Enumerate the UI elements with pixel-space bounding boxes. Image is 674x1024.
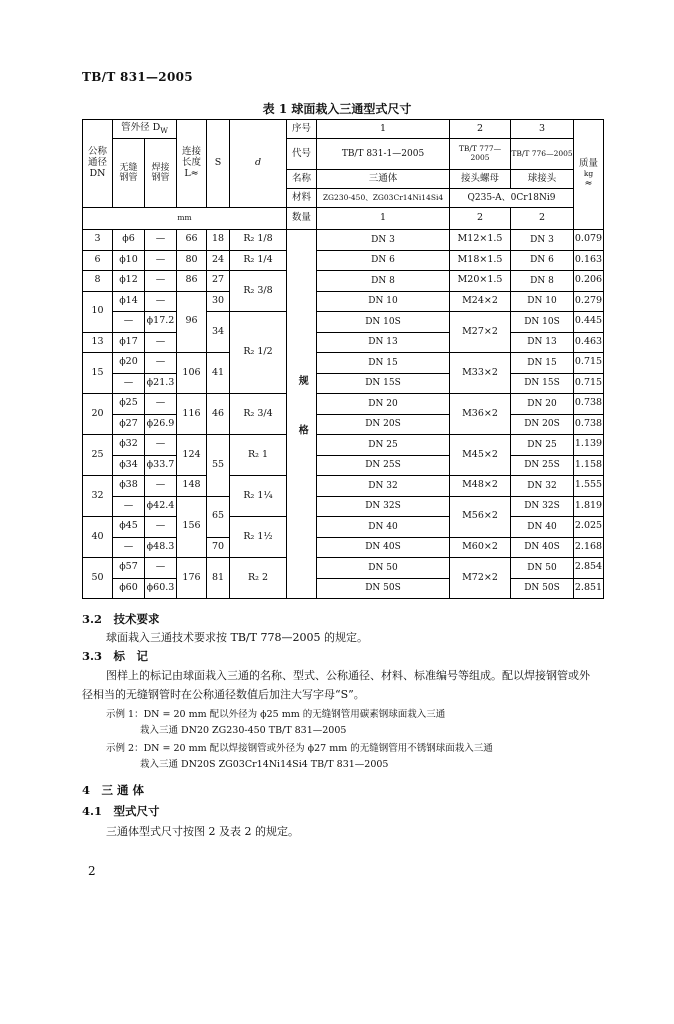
cell-p1: DN 15 <box>317 353 450 374</box>
section-3-3-body-line2: 径相当的无缝钢管时在公称通径数值后加注大写字母“S”。 <box>82 688 365 701</box>
cell-p3: DN 20 <box>511 394 574 415</box>
table-row <box>83 291 604 312</box>
example-2-marking: 栽入三通 DN20S ZG03Cr14Ni14Si4 TB/T 831—2005 <box>140 759 389 770</box>
table-row <box>83 558 604 579</box>
cell-p2: M24×2 <box>450 291 511 312</box>
hdr-s: S <box>207 120 230 208</box>
cell-d: R₂ 2 <box>230 558 287 599</box>
cell-p1: DN 8 <box>317 271 450 292</box>
cell-wld: ϕ21.3 <box>145 373 177 394</box>
cell-p3: DN 32S <box>511 496 574 517</box>
cell-sml: ϕ12 <box>113 271 145 292</box>
cell-p2: M20×1.5 <box>450 271 511 292</box>
cell-l: 156 <box>177 496 207 558</box>
cell-wld: — <box>145 353 177 374</box>
cell-m: 2.168 <box>574 537 604 558</box>
table-row <box>83 537 604 558</box>
mat-1: ZG230-450、ZG03Cr14Ni14Si4 <box>317 189 450 208</box>
cell-wld: ϕ48.3 <box>145 537 177 558</box>
hdr-mat: 材料 <box>287 189 317 208</box>
table-row <box>83 373 604 394</box>
cell-d: R₂ 1/8 <box>230 230 287 251</box>
cell-p3: DN 3 <box>511 230 574 251</box>
cell-m: 0.206 <box>574 271 604 292</box>
qty-3: 2 <box>511 208 574 230</box>
cell-m: 1.555 <box>574 476 604 497</box>
cell-m: 1.819 <box>574 496 604 517</box>
cell-l: 176 <box>177 558 207 599</box>
cell-m: 2.851 <box>574 578 604 599</box>
cell-p1: DN 25S <box>317 455 450 476</box>
seq-2: 2 <box>450 120 511 139</box>
cell-s: 81 <box>207 558 230 599</box>
seq-3: 3 <box>511 120 574 139</box>
hdr-seamless: 无缝钢管 <box>113 139 145 208</box>
hdr-code: 代号 <box>287 139 317 170</box>
cell-sml: ϕ57 <box>113 558 145 579</box>
code-2: TB/T 777—2005 <box>450 139 511 170</box>
cell-sml: — <box>113 312 145 333</box>
cell-sml: ϕ20 <box>113 353 145 374</box>
cell-wld: — <box>145 332 177 353</box>
cell-p3: DN 8 <box>511 271 574 292</box>
cell-p2: M72×2 <box>450 558 511 599</box>
cell-l: 80 <box>177 250 207 271</box>
cell-p1: DN 50S <box>317 578 450 599</box>
cell-wld: — <box>145 271 177 292</box>
example-1-marking: 栽入三通 DN20 ZG230-450 TB/T 831—2005 <box>140 725 347 736</box>
cell-dn: 25 <box>83 435 113 476</box>
cell-p2: M12×1.5 <box>450 230 511 251</box>
table-row <box>83 435 604 456</box>
cell-sml: — <box>113 537 145 558</box>
table-row <box>83 332 604 353</box>
cell-l: 96 <box>177 291 207 353</box>
cell-p2: M60×2 <box>450 537 511 558</box>
page-number: 2 <box>88 864 96 878</box>
cell-m: 0.445 <box>574 312 604 333</box>
cell-wld: — <box>145 291 177 312</box>
cell-m: 0.715 <box>574 373 604 394</box>
hdr-name: 名称 <box>287 170 317 189</box>
section-3-3-heading: 3.3 标 记 <box>82 649 149 663</box>
cell-p1: DN 25 <box>317 435 450 456</box>
cell-l: 106 <box>177 353 207 394</box>
cell-p3: DN 40S <box>511 537 574 558</box>
cell-m: 0.738 <box>574 414 604 435</box>
cell-p3: DN 25S <box>511 455 574 476</box>
table-row <box>83 476 604 497</box>
cell-wld: — <box>145 476 177 497</box>
cell-s: 65 <box>207 496 230 537</box>
cell-m: 0.163 <box>574 250 604 271</box>
cell-p3: DN 50S <box>511 578 574 599</box>
cell-wld: — <box>145 394 177 415</box>
mat-2-3: Q235-A、0Cr18Ni9 <box>450 189 574 208</box>
cell-sml: ϕ17 <box>113 332 145 353</box>
spec-label: 规 格 <box>287 230 317 599</box>
cell-s: 41 <box>207 353 230 394</box>
name-2: 接头螺母 <box>450 170 511 189</box>
cell-p3: DN 32 <box>511 476 574 497</box>
document-header: TB/T 831—2005 <box>82 70 193 84</box>
cell-p2: M48×2 <box>450 476 511 497</box>
cell-p1: DN 32S <box>317 496 450 517</box>
cell-wld: ϕ33.7 <box>145 455 177 476</box>
cell-l: 86 <box>177 271 207 292</box>
cell-p1: DN 3 <box>317 230 450 251</box>
cell-m: 0.738 <box>574 394 604 415</box>
cell-s: 70 <box>207 537 230 558</box>
cell-p1: DN 50 <box>317 558 450 579</box>
table-row <box>83 230 604 251</box>
table-row <box>83 578 604 599</box>
cell-p1: DN 15S <box>317 373 450 394</box>
cell-s: 18 <box>207 230 230 251</box>
cell-m: 1.139 <box>574 435 604 456</box>
cell-wld: — <box>145 230 177 251</box>
cell-p3: DN 10S <box>511 312 574 333</box>
cell-dn: 40 <box>83 517 113 558</box>
cell-p1: DN 13 <box>317 332 450 353</box>
hdr-dn: 公称通径DN <box>83 120 113 208</box>
table-row <box>83 250 604 271</box>
table-row <box>83 312 604 333</box>
cell-p2: M45×2 <box>450 435 511 476</box>
cell-l: 124 <box>177 435 207 476</box>
cell-m: 2.854 <box>574 558 604 579</box>
cell-sml: ϕ25 <box>113 394 145 415</box>
cell-d: R₂ 1/2 <box>230 312 287 394</box>
qty-1: 1 <box>317 208 450 230</box>
table-title: 表 1 球面栽入三通型式尺寸 <box>262 102 412 116</box>
cell-p1: DN 20 <box>317 394 450 415</box>
cell-p1: DN 32 <box>317 476 450 497</box>
cell-l: 66 <box>177 230 207 251</box>
cell-l: 148 <box>177 476 207 497</box>
cell-p2: M27×2 <box>450 312 511 353</box>
cell-sml: — <box>113 496 145 517</box>
cell-p3: DN 15S <box>511 373 574 394</box>
cell-m: 0.079 <box>574 230 604 251</box>
example-1: 示例 1：DN = 20 mm 配以外径为 ϕ25 mm 的无缝钢管用碳素钢球面栽入三通 <box>106 709 446 720</box>
table-row <box>83 496 604 517</box>
cell-sml: — <box>113 373 145 394</box>
hdr-len: 连接长度L≈ <box>177 120 207 208</box>
hdr-unit-mm: mm <box>83 208 287 230</box>
cell-dn: 20 <box>83 394 113 435</box>
cell-d: R₂ 1½ <box>230 517 287 558</box>
hdr-qty: 数量 <box>287 208 317 230</box>
table-row <box>83 455 604 476</box>
cell-wld: ϕ42.4 <box>145 496 177 517</box>
section-3-3-body-line1: 图样上的标记由球面栽入三通的名称、型式、公称通径、材料、标准编号等组成。配以焊接钢管或外 <box>106 669 590 682</box>
cell-m: 0.279 <box>574 291 604 312</box>
cell-s: 55 <box>207 435 230 497</box>
cell-dn: 13 <box>83 332 113 353</box>
example-2: 示例 2：DN = 20 mm 配以焊接钢管或外径为 ϕ27 mm 的无缝钢管用不锈钢球面栽入三通 <box>106 743 493 754</box>
section-3-2-heading: 3.2 技术要求 <box>82 612 160 626</box>
cell-p3: DN 50 <box>511 558 574 579</box>
table-row <box>83 271 604 292</box>
cell-m: 0.463 <box>574 332 604 353</box>
cell-sml: ϕ6 <box>113 230 145 251</box>
cell-dn: 50 <box>83 558 113 599</box>
cell-p1: DN 6 <box>317 250 450 271</box>
hdr-d: d <box>230 120 287 208</box>
cell-p3: DN 10 <box>511 291 574 312</box>
cell-s: 34 <box>207 312 230 353</box>
cell-sml: ϕ27 <box>113 414 145 435</box>
cell-d: R₂ 1/4 <box>230 250 287 271</box>
cell-p2: M33×2 <box>450 353 511 394</box>
cell-p3: DN 6 <box>511 250 574 271</box>
cell-p3: DN 25 <box>511 435 574 456</box>
cell-s: 46 <box>207 394 230 435</box>
cell-wld: — <box>145 435 177 456</box>
section-3-2-body: 球面栽入三通技术要求按 TB/T 778—2005 的规定。 <box>106 631 368 644</box>
table-row <box>83 353 604 374</box>
table-row <box>83 394 604 415</box>
table-row <box>83 517 604 538</box>
cell-wld: ϕ26.9 <box>145 414 177 435</box>
cell-wld: ϕ17.2 <box>145 312 177 333</box>
cell-sml: ϕ34 <box>113 455 145 476</box>
section-4-heading: 4 三 通 体 <box>82 783 145 797</box>
cell-p3: DN 20S <box>511 414 574 435</box>
hdr-welded: 焊接钢管 <box>145 139 177 208</box>
cell-s: 30 <box>207 291 230 312</box>
cell-p1: DN 10 <box>317 291 450 312</box>
section-4-1-heading: 4.1 型式尺寸 <box>82 804 160 818</box>
cell-sml: ϕ14 <box>113 291 145 312</box>
cell-d: R₂ 3/4 <box>230 394 287 435</box>
cell-l: 116 <box>177 394 207 435</box>
cell-m: 2.025 <box>574 517 604 538</box>
cell-p3: DN 15 <box>511 353 574 374</box>
cell-p3: DN 13 <box>511 332 574 353</box>
cell-dn: 3 <box>83 230 113 251</box>
code-3: TB/T 776—2005 <box>511 139 574 170</box>
cell-dn: 8 <box>83 271 113 292</box>
cell-sml: ϕ32 <box>113 435 145 456</box>
cell-wld: ϕ60.3 <box>145 578 177 599</box>
cell-d: R₂ 1¼ <box>230 476 287 517</box>
hdr-mass: 质量 kg ≈ <box>574 120 604 230</box>
cell-p1: DN 40S <box>317 537 450 558</box>
cell-dn: 15 <box>83 353 113 394</box>
cell-p2: M56×2 <box>450 496 511 537</box>
qty-2: 2 <box>450 208 511 230</box>
seq-1: 1 <box>317 120 450 139</box>
cell-dn: 32 <box>83 476 113 517</box>
name-1: 三通体 <box>317 170 450 189</box>
cell-p1: DN 10S <box>317 312 450 333</box>
spec-table <box>82 119 604 599</box>
cell-d: R₂ 3/8 <box>230 271 287 312</box>
hdr-od: 管外径 $D_W$ <box>113 120 177 139</box>
cell-d: R₂ 1 <box>230 435 287 476</box>
cell-sml: ϕ60 <box>113 578 145 599</box>
cell-m: 1.158 <box>574 455 604 476</box>
cell-p1: DN 40 <box>317 517 450 538</box>
cell-dn: 6 <box>83 250 113 271</box>
table-row <box>83 414 604 435</box>
cell-sml: ϕ10 <box>113 250 145 271</box>
cell-s: 27 <box>207 271 230 292</box>
cell-m: 0.715 <box>574 353 604 374</box>
name-3: 球接头 <box>511 170 574 189</box>
cell-wld: — <box>145 250 177 271</box>
cell-p2: M18×1.5 <box>450 250 511 271</box>
section-4-1-body: 三通体型式尺寸按图 2 及表 2 的规定。 <box>106 825 299 838</box>
cell-p3: DN 40 <box>511 517 574 538</box>
cell-wld: — <box>145 558 177 579</box>
cell-sml: ϕ45 <box>113 517 145 538</box>
cell-dn: 10 <box>83 291 113 332</box>
hdr-seq: 序号 <box>287 120 317 139</box>
code-1: TB/T 831-1—2005 <box>317 139 450 170</box>
cell-p1: DN 20S <box>317 414 450 435</box>
cell-wld: — <box>145 517 177 538</box>
cell-p2: M36×2 <box>450 394 511 435</box>
cell-sml: ϕ38 <box>113 476 145 497</box>
cell-s: 24 <box>207 250 230 271</box>
